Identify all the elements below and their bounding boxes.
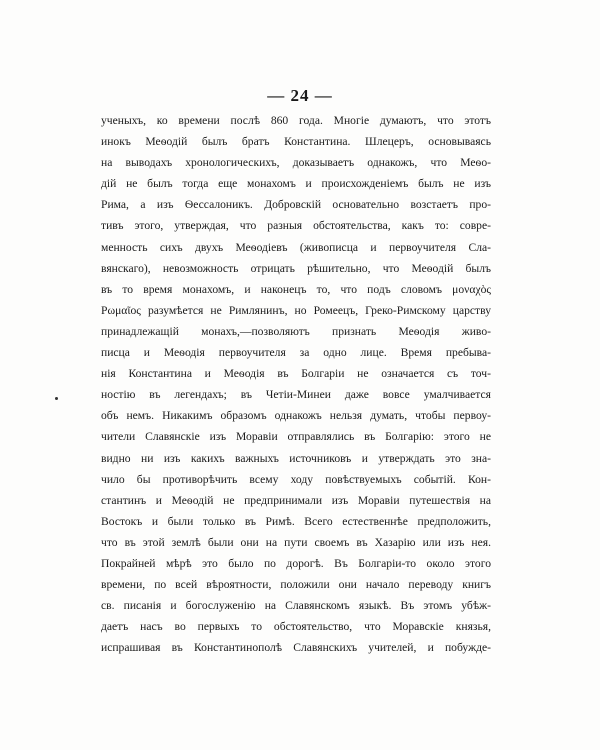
text-line: стантинъ и Меѳодій не предпринимали изъ Моравіи путешествія на bbox=[101, 493, 491, 507]
body-text bbox=[101, 110, 491, 658]
margin-mark bbox=[55, 397, 58, 400]
text-line: Рима, а изъ Ѳессалоникъ. Добровскій основательно возстаетъ про- bbox=[101, 198, 491, 212]
text-line: писца и Меѳодія первоучителя за одно лице. Время пребыва- bbox=[101, 346, 491, 360]
text-line: Покрайней мѣрѣ это было по дорогѣ. Въ Болгаріи-то около этого bbox=[101, 556, 491, 570]
text-line: ученыхъ, ко времени послѣ 860 года. Многіе думаютъ, что этотъ bbox=[101, 114, 491, 127]
text-line: Ρωμαῖος разумѣется не Римлянинъ, но Ромеецъ, Греко-Римскому царству bbox=[101, 303, 491, 317]
text-line: Востокъ и были только въ Римѣ. Всего естественнѣе предположить, bbox=[101, 514, 491, 528]
text-line: дій не былъ тогда еще монахомъ и происхожденіемъ былъ не изъ bbox=[101, 177, 491, 191]
text-line: что въ этой землѣ были они на пути своемъ въ Хазарію или изъ нея. bbox=[101, 535, 491, 549]
text-line: видно ни изъ какихъ важныхъ источниковъ и утверждать это зна- bbox=[101, 451, 491, 465]
text-line: чило бы противорѣчить всему ходу повѣствуемыхъ событій. Кон- bbox=[101, 472, 491, 486]
text-line: чители Славянскіе изъ Моравіи отправлялись въ Болгарію: этого не bbox=[101, 430, 491, 444]
text-line: даетъ насъ во первыхъ то обстоятельство, что Моравскіе князья, bbox=[101, 620, 491, 634]
text-line: инокъ Меѳодій былъ братъ Константина. Шлецеръ, основываясь bbox=[101, 135, 491, 149]
text-line: св. писанія и богослуженію на Славянскомъ языкѣ. Въ этомъ убѣж- bbox=[101, 599, 491, 613]
text-line: нія Константина и Меѳодія въ Болгаріи не означается съ точ- bbox=[101, 367, 491, 381]
text-line: принадлежащій монахъ,—позволяютъ признать Меѳодія живо- bbox=[101, 324, 491, 338]
text-line: вянскаго), невозможность отрицать рѣшительно, что Меѳодій былъ bbox=[101, 261, 491, 275]
text-line: времени, по всей вѣроятности, положили они начало переводу книгъ bbox=[101, 578, 491, 592]
text-line: на выводахъ хронологическихъ, доказываетъ однакожъ, что Меѳо- bbox=[101, 156, 491, 170]
page-number: — 24 — bbox=[267, 86, 333, 105]
text-line: тивъ этого, утверждая, что разныя обстоятельства, какъ то: совре- bbox=[101, 219, 491, 233]
text-line: испрашивая въ Константинополѣ Славянскихъ учителей, и побужде- bbox=[101, 641, 491, 655]
text-line: менность сихъ двухъ Меѳодіевъ (живописца и первоучителя Сла- bbox=[101, 240, 491, 254]
text-line: ностію въ легендахъ; въ Четіи-Минеи даже вовсе умалчивается bbox=[101, 388, 491, 402]
text-line: въ то время монахомъ, и наконецъ то, что подъ словомъ μοναχὸς bbox=[101, 282, 491, 296]
text-line: объ немъ. Никакимъ образомъ однакожъ нельзя думать, чтобы первоу- bbox=[101, 409, 491, 423]
